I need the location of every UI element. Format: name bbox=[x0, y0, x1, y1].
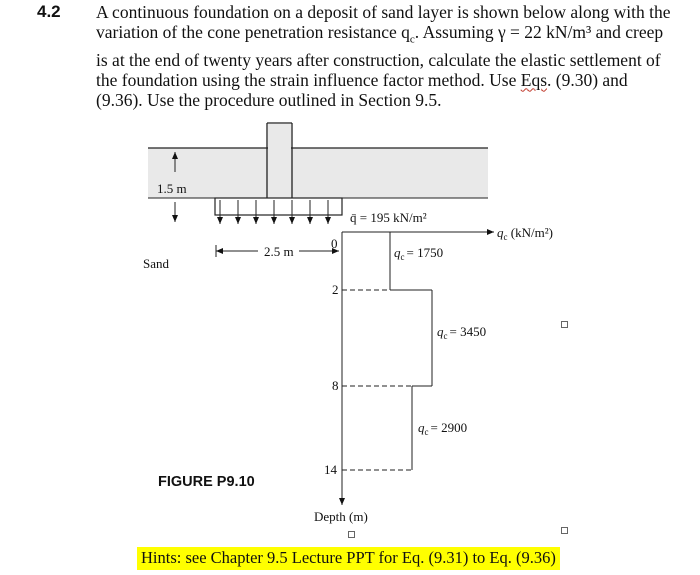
qc-axis-label: $q_c$ (kN/m²) bbox=[497, 225, 553, 242]
depth-zero: 0 bbox=[331, 236, 338, 251]
problem-line-1: A continuous foundation on a deposit of sand layer is shown below along with the bbox=[96, 2, 671, 22]
footing bbox=[215, 198, 342, 215]
sand-label: Sand bbox=[143, 256, 169, 271]
depth-axis-label: Depth (m) bbox=[314, 509, 368, 524]
depth-tick-8: 8 bbox=[332, 378, 339, 393]
qc-value-2: $q_c = 3450$ bbox=[437, 324, 487, 341]
problem-line-3: is at the end of twenty years after construction, calculate the elastic settlement of bbox=[96, 49, 661, 70]
problem-line-5: (9.36). Use the procedure outlined in Section 9.5. bbox=[96, 89, 442, 110]
qc-value-3: $q_c = 2900$ bbox=[418, 420, 468, 437]
qc-value-1: $q_c = 1750$ bbox=[394, 245, 444, 262]
problem-line-4: the foundation using the strain influence factor method. Use Eqs. (9.30) and bbox=[96, 69, 628, 90]
depth-tick-2: 2 bbox=[332, 282, 339, 297]
figure-caption: FIGURE P9.10 bbox=[158, 474, 255, 490]
depth-tick-14: 14 bbox=[324, 462, 337, 477]
hint-banner: Hints: see Chapter 9.5 Lecture PPT for Eq. (9.31) to Eq. (9.36) bbox=[137, 547, 560, 570]
problem-line-2: variation of the cone penetration resistance $q_c$. Assuming γ = 22 kN/m³ and creep bbox=[96, 22, 664, 46]
soil-layer bbox=[148, 148, 488, 198]
selection-handle[interactable] bbox=[348, 531, 355, 538]
depth-label: 1.5 m bbox=[157, 181, 187, 196]
load-label: q̄ = 195 kN/m² bbox=[350, 210, 427, 225]
selection-handle[interactable] bbox=[561, 527, 568, 534]
width-label: 2.5 m bbox=[264, 244, 294, 259]
spellcheck-word: Eqs bbox=[520, 69, 547, 90]
selection-handle[interactable] bbox=[561, 321, 568, 328]
problem-number: 4.2 bbox=[37, 2, 61, 21]
